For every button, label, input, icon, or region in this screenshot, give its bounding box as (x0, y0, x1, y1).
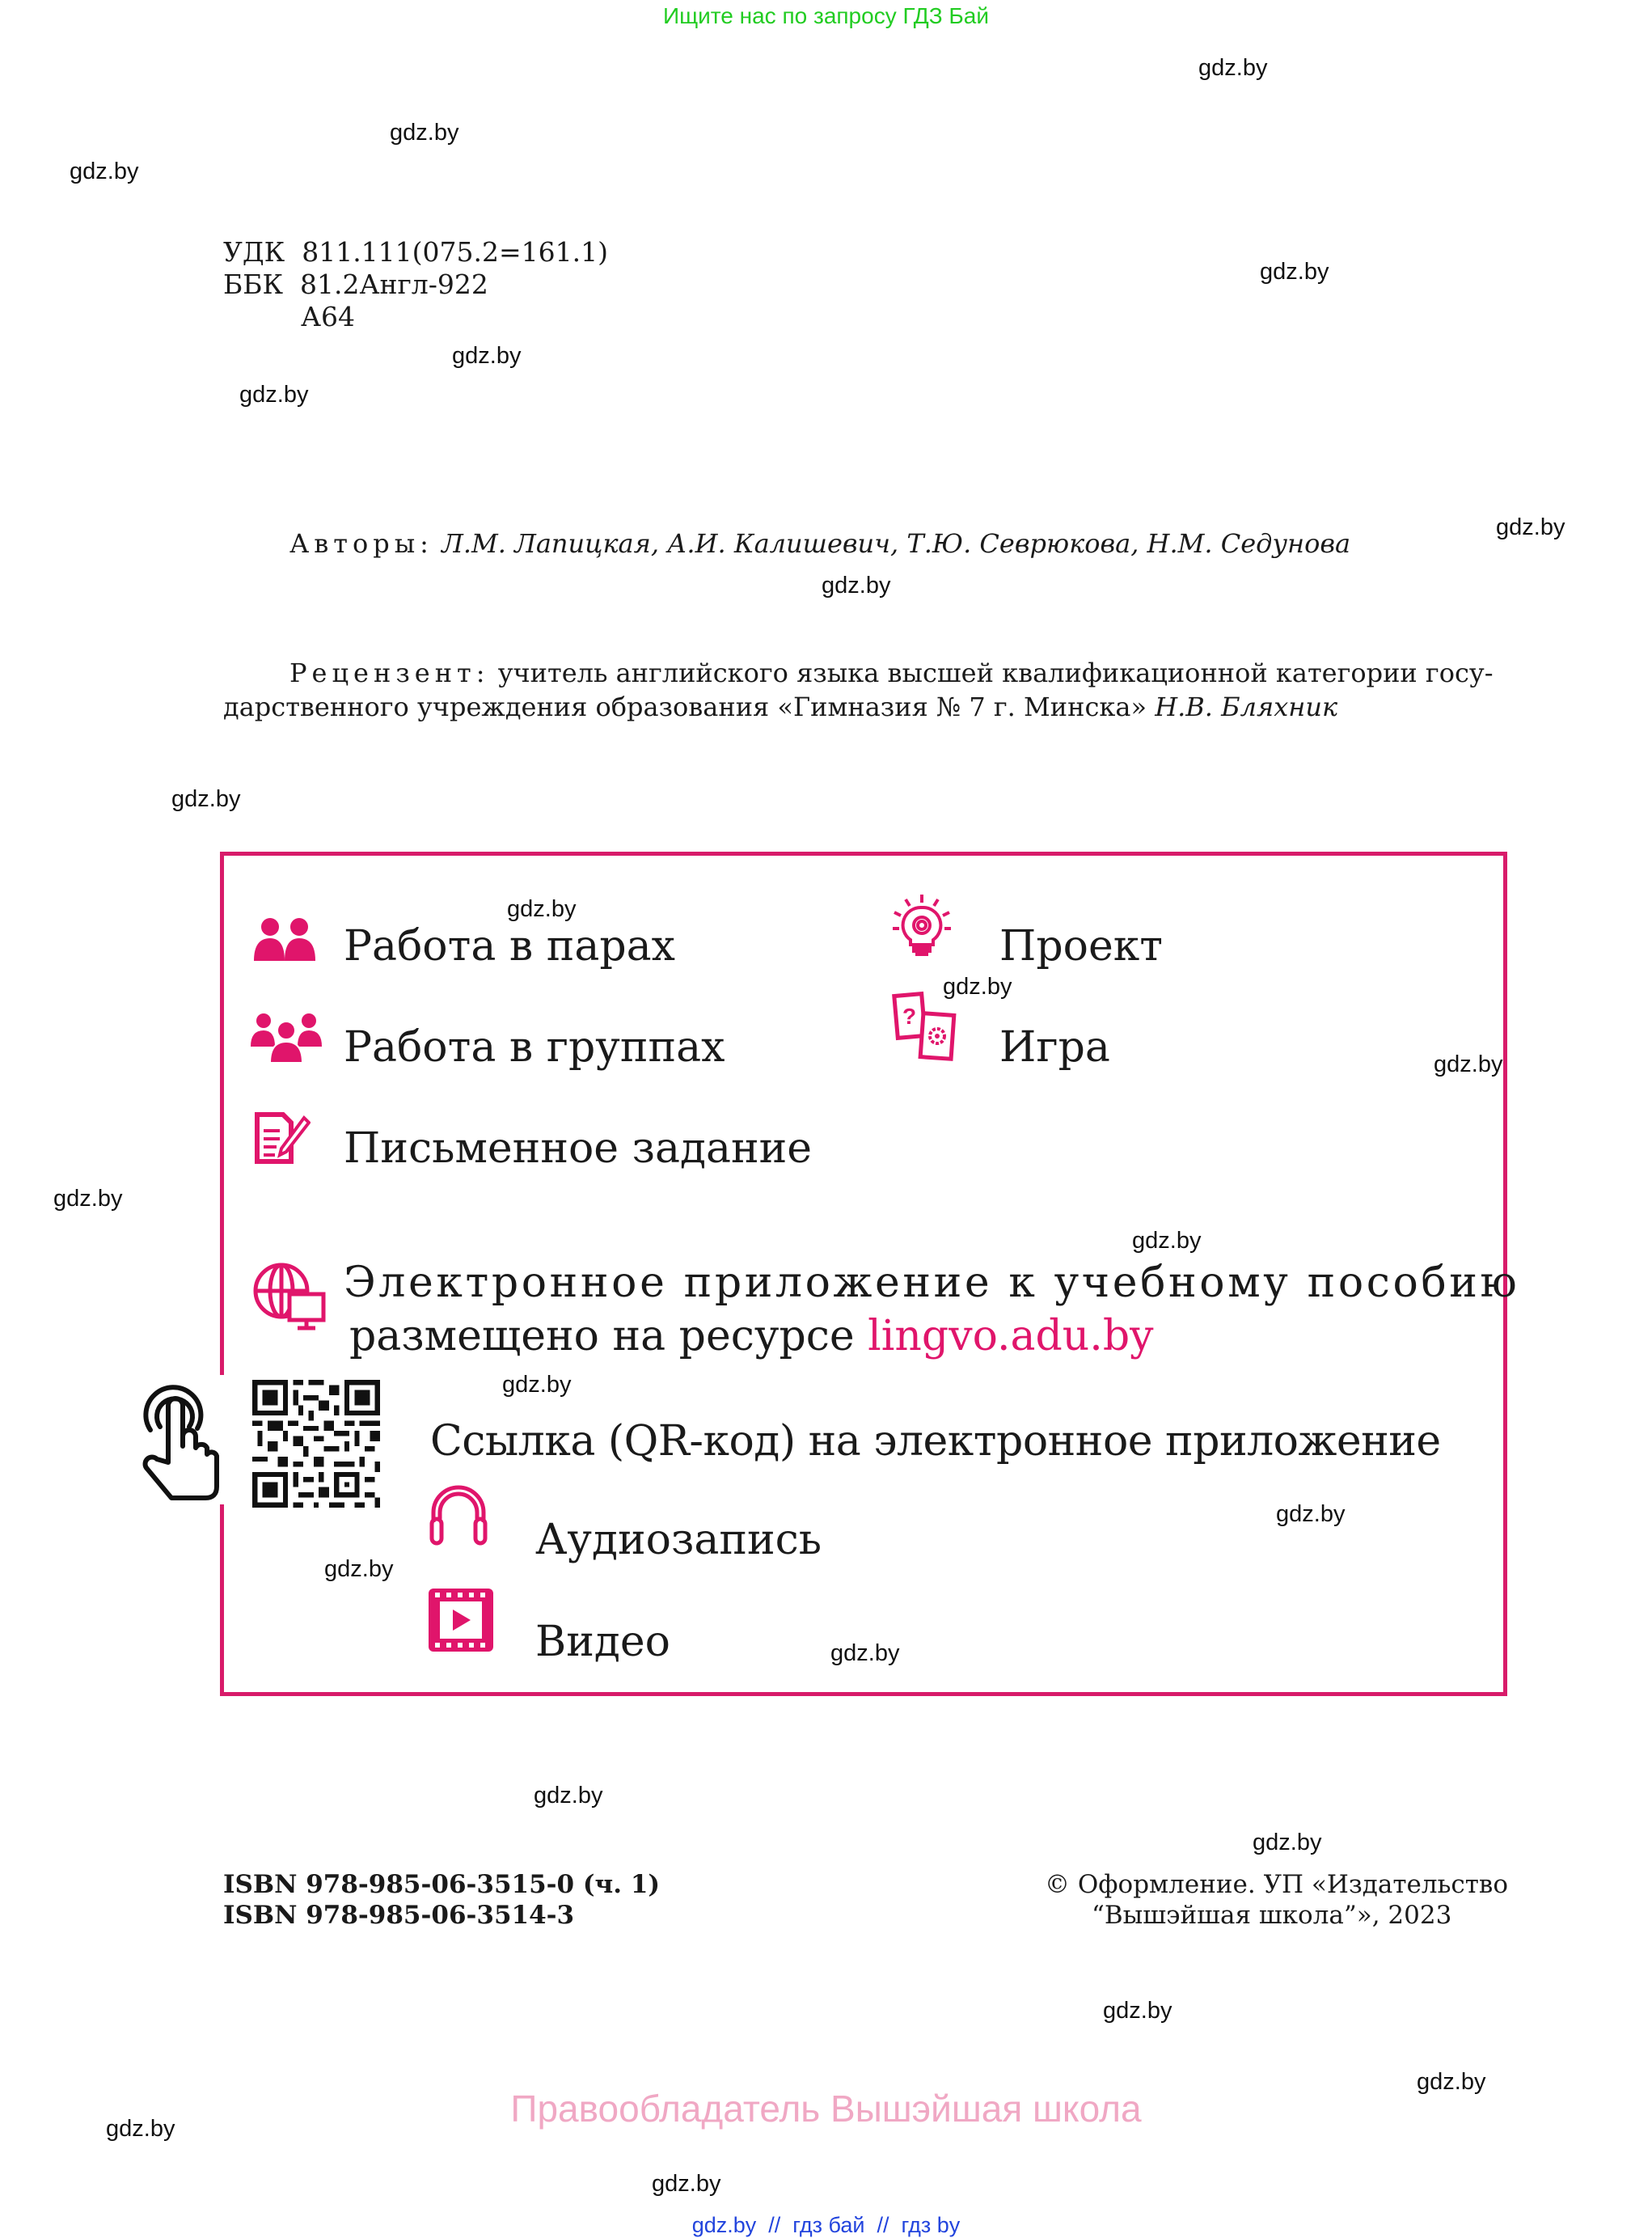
authors-line (289, 527, 1350, 560)
watermark-text: gdz.by (239, 382, 309, 408)
authors-label: Авторы: (289, 528, 433, 559)
legend-label-pair-work: Работа в парах (344, 922, 675, 971)
top-banner: Ищите нас по запросу ГДЗ Бай (662, 3, 990, 28)
electronic-supplement-line-2 (349, 1312, 1153, 1360)
watermark-text: gdz.by (1103, 1998, 1172, 2024)
watermark-text: gdz.by (507, 896, 577, 922)
pair-work-icon (252, 917, 317, 961)
udk-value: 811.111(075.2=161.1) (302, 236, 609, 268)
watermark-text: gdz.by (1260, 259, 1329, 285)
isbn-line-2: ISBN 978-985-06-3514-3 (223, 1901, 575, 1930)
watermark-text: gdz.by (390, 120, 459, 146)
watermark-text: gdz.by (830, 1640, 900, 1666)
legend-label-game: Игра (999, 1023, 1110, 1072)
qr-caption: Ссылка (QR-код) на электронное приложение (430, 1417, 1441, 1466)
reviewer-line-1 (289, 657, 1494, 689)
rights-holder-text: Правообладатель Вышэйшая школа (510, 2088, 1142, 2130)
bbk-label: ББК (223, 269, 284, 300)
reviewer-name: Н.В. Бляхник (1155, 692, 1338, 722)
watermark-text: gdz.by (1496, 514, 1565, 540)
watermark-text: gdz.by (1276, 1501, 1346, 1527)
authors-names: Л.М. Лапицкая, А.И. Калишевич, Т.Ю. Севрюкова, Н.М. Седунова (442, 528, 1351, 559)
footer-links[interactable]: gdz.by // гдз бай // гдз by (691, 2213, 961, 2237)
watermark-text: gdz.by (943, 974, 1012, 1000)
lingvo-link[interactable]: lingvo.adu.by (868, 1312, 1154, 1360)
watermark-text: gdz.by (1198, 55, 1268, 81)
watermark-text: gdz.by (652, 2171, 721, 2197)
electronic-supplement-prefix: размещено на ресурсе (349, 1312, 855, 1360)
watermark-text: gdz.by (534, 1783, 603, 1809)
legend-label-audio: Аудиозапись (535, 1516, 822, 1564)
written-task-icon (252, 1111, 311, 1165)
qr-code[interactable] (252, 1380, 380, 1508)
copyright-line-2: “Вышэйшая школа”», 2023 (1092, 1901, 1452, 1930)
reviewer-line-2 (223, 691, 1337, 723)
watermark-text: gdz.by (1434, 1051, 1503, 1077)
group-work-icon (251, 1013, 322, 1063)
legend-label-video: Видео (535, 1618, 670, 1666)
svg-text:?: ? (902, 1004, 917, 1029)
legend-label-written-task: Письменное задание (344, 1124, 813, 1173)
watermark-text: gdz.by (1132, 1228, 1202, 1254)
watermark-text: gdz.by (106, 2116, 175, 2142)
reviewer-text-1: учитель английского языка высшей квалификационной категории госу- (497, 658, 1494, 688)
watermark-text: gdz.by (1417, 2069, 1486, 2095)
isbn-line-1: ISBN 978-985-06-3515-0 (ч. 1) (223, 1870, 661, 1899)
watermark-text: gdz.by (53, 1186, 123, 1212)
watermark-text: gdz.by (70, 159, 139, 184)
udk-label: УДК (223, 236, 285, 268)
author-mark: А64 (301, 301, 355, 332)
watermark-text: gdz.by (1253, 1830, 1322, 1855)
video-icon (427, 1587, 495, 1653)
legend-label-project: Проект (999, 922, 1163, 971)
watermark-text: gdz.by (171, 786, 241, 812)
bbk-line (223, 269, 488, 301)
watermark-text: gdz.by (452, 343, 522, 369)
reviewer-label: Рецензент: (289, 658, 490, 688)
legend-label-group-work: Работа в группах (344, 1023, 725, 1072)
copyright-line-1: © Оформление. УП «Издательство (1045, 1870, 1509, 1899)
headphones-icon (427, 1482, 490, 1546)
watermark-text: gdz.by (502, 1372, 572, 1398)
electronic-supplement-line-1: Электронное приложение к учебному пособию (344, 1259, 1520, 1307)
tap-hand-icon (136, 1381, 220, 1503)
reviewer-text-2: дарственного учреждения образования «Гимназия № 7 г. Минска» (223, 692, 1147, 722)
bbk-value: 81.2Англ-922 (300, 269, 488, 300)
udk-line (223, 236, 608, 269)
watermark-text: gdz.by (324, 1556, 394, 1582)
watermark-text: gdz.by (822, 573, 891, 599)
game-icon (891, 990, 959, 1063)
project-icon (889, 893, 954, 958)
globe-monitor-icon (252, 1262, 327, 1331)
